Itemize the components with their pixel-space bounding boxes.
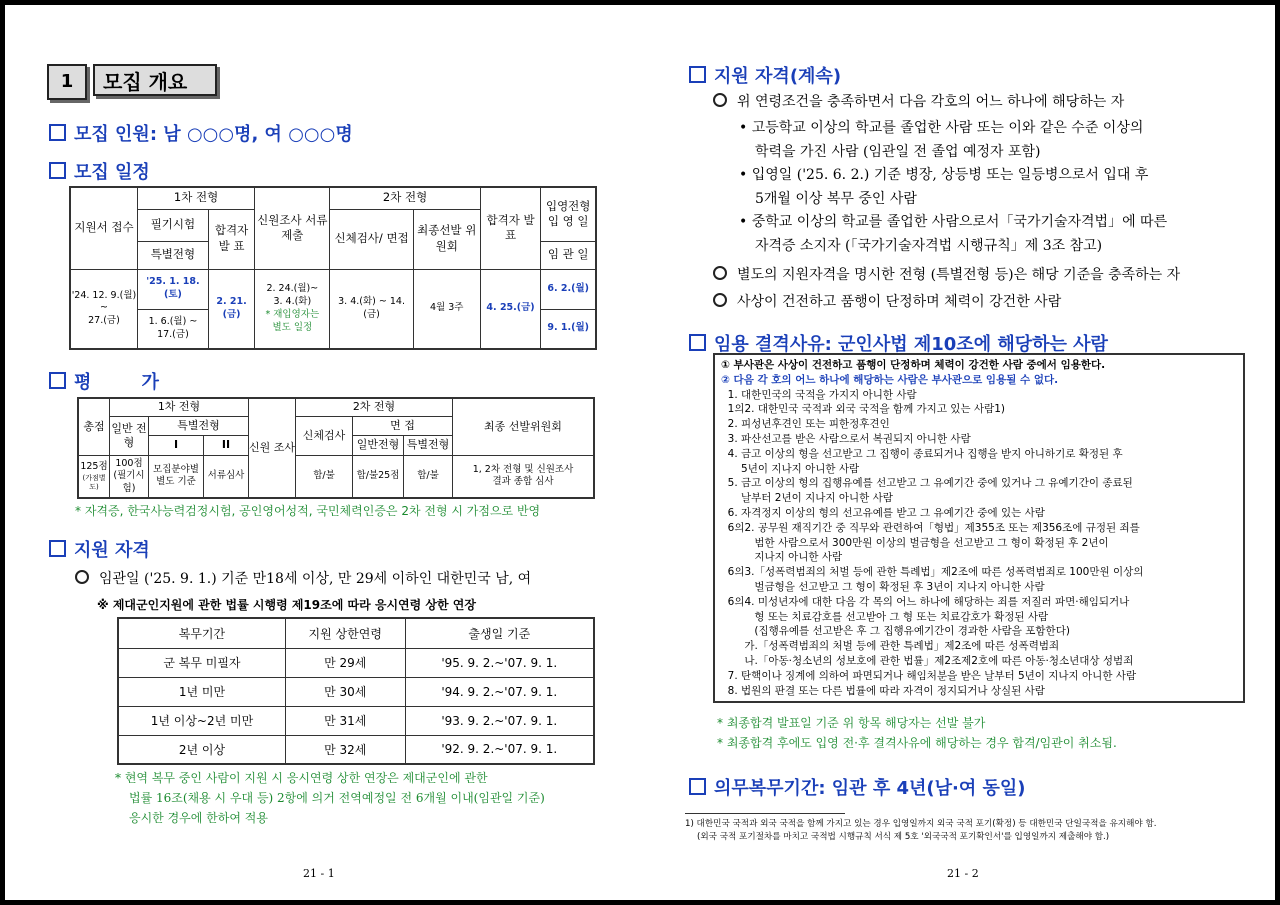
disq-line: 벌금형을 선고받고 그 형이 확정된 후 3년이 지나지 아니한 사람 xyxy=(721,580,1045,593)
subitem-1-line1: • 고등학교 이상의 학교를 졸업한 사람 또는 이와 같은 수준 이상의 xyxy=(739,120,1144,136)
disq-line: 2. 피성년후견인 또는 피한정후견인 xyxy=(721,418,890,431)
docs-date-end: 3. 4.(화) xyxy=(273,295,312,307)
heading-duty xyxy=(689,774,1026,800)
subitem-3-line1: • 중학교 이상의 학교를 졸업한 사람으로서「국가기술자격법」에 따른 xyxy=(739,214,1168,230)
disq-line: 3. 파산선고를 받은 사람으로서 복권되지 아니한 사람 xyxy=(721,432,971,445)
disq-line: 5. 금고 이상의 형의 집행유예를 선고받고 그 유예기간 중에 있거나 그 유예기간이 종료된 xyxy=(721,477,1133,490)
age-table-cell: '94. 9. 2.~'07. 9. 1. xyxy=(405,677,594,706)
td-int-special: 합/불 xyxy=(404,455,453,498)
page-number-right: 21 - 2 xyxy=(947,867,979,880)
heading-recruit xyxy=(49,120,353,146)
right-page xyxy=(645,5,1275,900)
td-final: 4월 3주 xyxy=(413,269,480,349)
th-pass1: 합격자 발 표 xyxy=(208,209,254,269)
apply-date-sep: ~ xyxy=(99,302,108,314)
total-points: 125점 xyxy=(80,461,108,473)
td-entry: 6. 2.(월) xyxy=(541,269,596,309)
square-icon xyxy=(689,66,706,83)
th-eval-stage2: 2차 전형 xyxy=(296,398,453,417)
int-general-points: 25점 xyxy=(378,470,400,482)
apply-date-start: '24. 12. 9.(월) xyxy=(71,289,137,301)
heading-schedule xyxy=(49,158,150,184)
age-table-row xyxy=(118,677,594,706)
age-table-cell: 군 복무 미필자 xyxy=(118,648,285,677)
qual-item-3 xyxy=(713,291,1061,311)
disq-note-1: * 최종합격 발표일 기준 위 항목 해당자는 선발 불가 xyxy=(717,716,986,730)
section-number: 1 xyxy=(47,64,87,100)
age-table-cell: 만 30세 xyxy=(285,677,405,706)
th-eval-physical: 신체검사 xyxy=(296,417,353,456)
td-apply xyxy=(70,269,137,349)
footnote xyxy=(685,818,1270,844)
td-special xyxy=(137,309,208,349)
td-appoint: 9. 1.(월) xyxy=(541,309,596,349)
td-special2: 서류심사 xyxy=(204,455,249,498)
eval-final-line2: 결과 종합 심사 xyxy=(492,476,554,488)
footnote-line1: 1) 대한민국 국적과 외국 국적을 함께 가지고 있는 경우 입영일까지 외국 국적 포기(확정) 등 대한민국 단일국적을 유지해야 함. xyxy=(685,819,1157,829)
general-type: (필기시험) xyxy=(113,470,145,494)
age-table-cell: '95. 9. 2.~'07. 9. 1. xyxy=(405,648,594,677)
left-page xyxy=(5,5,645,900)
total-extra: (가점별도) xyxy=(82,473,106,491)
age-table xyxy=(117,617,595,765)
disq-line: 6의4. 미성년자에 대한 다음 각 목의 어느 하나에 해당하는 죄를 저질러 파면·해임되거나 xyxy=(721,595,1130,608)
th-roman1: I xyxy=(149,436,204,456)
th-eval-stage1: 1차 전형 xyxy=(110,398,249,417)
apply-date-end: 27.(금) xyxy=(88,315,120,327)
disq-line: ① 부사관은 사상이 건전하고 품행이 단정하며 체력이 강건한 사람 중에서 임용한다. xyxy=(721,359,1106,371)
disq-line: 형 또는 치료감호를 선고받아 그 형 또는 치료감호가 확정된 사람 xyxy=(721,610,1049,623)
th-final: 최종선발 위원회 xyxy=(413,209,480,269)
heading-qual xyxy=(49,536,150,562)
age-table-row xyxy=(118,648,594,677)
age-note-line1: * 현역 복무 중인 사람이 지원 시 응시연령 상한 연장은 제대군인에 관한 xyxy=(115,771,488,785)
heading-eval xyxy=(49,368,159,394)
footnote-line2: (외국 국적 포기절차를 마치고 국적법 시행규칙 서식 제 5호 '외국국적 포기확인서'를 입영일까지 제출해야 함.) xyxy=(697,832,1110,842)
disq-line: 6. 자격정지 이상의 형의 선고유예를 받고 그 유예기간 중에 있는 사람 xyxy=(721,506,1045,519)
document-frame xyxy=(5,5,1275,900)
law-note: ※ 제대군인지원에 관한 법률 시행령 제19조에 따라 응시연령 상한 연장 xyxy=(97,598,476,612)
th-apply: 지원서 접수 xyxy=(70,187,137,269)
square-icon xyxy=(49,124,66,141)
td-int-general xyxy=(353,455,404,498)
td-pass2: 4. 25.(금) xyxy=(480,269,541,349)
th-entry: 입영전형 입 영 일 xyxy=(541,187,596,241)
subitem-2-line2: 5개월 이상 복무 중인 사람 xyxy=(755,190,917,207)
qual-item-2 xyxy=(713,264,1180,284)
th-docs: 신원조사 서류제출 xyxy=(255,187,330,269)
section-header xyxy=(47,64,219,100)
qual-item-1 xyxy=(713,91,1124,111)
disq-note-2: * 최종합격 후에도 입영 전·후 결격사유에 해당하는 경우 합격/임관이 취소됨. xyxy=(717,736,1117,750)
td-written: '25. 1. 18.(토) xyxy=(137,269,208,309)
th-stage1: 1차 전형 xyxy=(137,187,254,209)
age-table-row xyxy=(118,735,594,764)
square-icon xyxy=(689,334,706,351)
th-general: 일반 전형 xyxy=(110,417,149,456)
square-icon xyxy=(49,540,66,557)
age-table-cell: 1년 이상~2년 미만 xyxy=(118,706,285,735)
td-eval-physical: 합/불 xyxy=(296,455,353,498)
qual-line xyxy=(75,568,531,588)
disq-line: ② 다음 각 호의 어느 하나에 해당하는 사람은 부사관으로 임용될 수 없다. xyxy=(721,373,1059,386)
eval-table xyxy=(77,397,595,499)
subitem-1-line2: 학력을 가진 사람 (임관일 전 졸업 예정자 포함) xyxy=(755,143,1041,160)
disq-line: 6의2. 공무원 재직기간 중 직무와 관련하여「형법」제355조 또는 제356조에 규정된 죄를 xyxy=(721,521,1140,534)
td-eval-final xyxy=(453,455,595,498)
th-appoint: 임 관 일 xyxy=(541,241,596,269)
age-table-header-cell: 지원 상한연령 xyxy=(285,618,405,648)
section-title: 모집 개요 xyxy=(93,64,217,96)
heading-duty-text: 의무복무기간: 임관 후 4년(남·여 동일) xyxy=(714,778,1026,799)
age-table-header xyxy=(118,618,594,648)
docs-date-start: 2. 24.(월)~ xyxy=(266,283,319,295)
th-pass2: 합격자 발 표 xyxy=(480,187,541,269)
heading-eval-text: 평 가 xyxy=(74,372,159,393)
qual-item-2-text: 별도의 지원자격을 명시한 전형 (특별전형 등)은 해당 기준을 충족하는 자 xyxy=(737,267,1181,283)
circle-bullet-icon xyxy=(713,293,727,307)
qual-subitems xyxy=(739,117,1167,258)
heading-disq-text: 임용 결격사유: 군인사법 제10조에 해당하는 사람 xyxy=(714,334,1108,355)
disqualification-box xyxy=(713,353,1245,703)
square-icon xyxy=(689,778,706,795)
circle-bullet-icon xyxy=(713,266,727,280)
int-general-pass: 합/불 xyxy=(356,470,379,482)
disq-line: 4. 금고 이상의 형을 선고받고 그 집행이 종료되거나 집행을 받지 아니하기로 확정된 후 xyxy=(721,447,1123,460)
age-note-line2: 법률 16조(채용 시 우대 등) 2항에 의거 전역예정일 전 6개월 이내(임관일 기준) xyxy=(129,791,545,805)
heading-qual-cont-text: 지원 자격(계속) xyxy=(714,66,842,87)
disq-line: 1의2. 대한민국 국적과 외국 국적을 함께 가지고 있는 사람1) xyxy=(721,403,1005,416)
th-int-general: 일반전형 xyxy=(353,436,404,456)
disq-line: 나.「아동·청소년의 성보호에 관한 법률」제2조제2호에 따른 아동·청소년대상 성범죄 xyxy=(721,654,1134,667)
special1-line1: 모집분야별 xyxy=(153,464,199,476)
age-table-cell: 만 31세 xyxy=(285,706,405,735)
th-int-special: 특별전형 xyxy=(404,436,453,456)
qual-item-1-text: 위 연령조건을 충족하면서 다음 각호의 어느 하나에 해당하는 자 xyxy=(737,94,1125,110)
disq-line: 날부터 2년이 지나지 아니한 사람 xyxy=(721,492,893,505)
disq-line: 지나지 아니한 사람 xyxy=(721,551,843,564)
th-eval-final: 최종 선발위원회 xyxy=(453,398,595,455)
heading-qual-cont xyxy=(689,62,841,88)
eval-final-line1: 1, 2차 전형 및 신원조사 xyxy=(472,464,574,476)
footnote-divider xyxy=(685,813,845,814)
eval-note: * 자격증, 한국사능력검정시험, 공인영어성적, 국민체력인증은 2차 전형 시 가점으로 반영 xyxy=(75,504,541,518)
circle-bullet-icon xyxy=(713,93,727,107)
td-pass1: 2. 21.(금) xyxy=(208,269,254,349)
age-table-row xyxy=(118,706,594,735)
age-table-header-cell: 복무기간 xyxy=(118,618,285,648)
disq-line: 8. 법원의 판결 또는 다른 법률에 따라 자격이 정지되거나 상실된 사람 xyxy=(721,684,1045,697)
age-table-cell: 만 29세 xyxy=(285,648,405,677)
subitem-2-line1: • 입영일 ('25. 6. 2.) 기준 병장, 상등병 또는 일등병으로서 입대 후 xyxy=(739,167,1149,183)
td-docs xyxy=(255,269,330,349)
heading-recruit-text: 모집 인원: 남 ○○○명, 여 ○○○명 xyxy=(74,124,353,145)
age-note xyxy=(115,768,545,828)
disq-line: 7. 탄핵이나 징계에 의하여 파면되거나 해임처분을 받은 날부터 5년이 지나지 아니한 사람 xyxy=(721,669,1137,682)
general-points: 100점 xyxy=(115,457,143,469)
th-interview: 면 접 xyxy=(353,417,453,436)
disq-line: 5년이 지나지 아니한 사람 xyxy=(721,462,860,475)
td-general xyxy=(110,455,149,498)
age-table-cell: '93. 9. 2.~'07. 9. 1. xyxy=(405,706,594,735)
td-total xyxy=(78,455,110,498)
th-special: 특별전형 xyxy=(137,241,208,269)
disq-line: (집행유예를 선고받은 후 그 집행유예기간이 경과한 사람을 포함한다) xyxy=(721,625,1070,638)
page-number-left: 21 - 1 xyxy=(303,867,335,880)
square-icon xyxy=(49,372,66,389)
th-roman2: II xyxy=(204,436,249,456)
qual-line-text: 임관일 ('25. 9. 1.) 기준 만18세 이상, 만 29세 이하인 대한민국 남, 여 xyxy=(99,571,532,587)
age-table-cell: '92. 9. 2.~'07. 9. 1. xyxy=(405,735,594,764)
th-identity: 신원 조사 xyxy=(249,398,296,498)
schedule-table xyxy=(69,186,597,350)
docs-note1: * 재입영자는 xyxy=(265,308,320,320)
th-total: 총점 xyxy=(78,398,110,455)
age-table-header-cell: 출생일 기준 xyxy=(405,618,594,648)
special-date-end: 17.(금) xyxy=(157,328,189,340)
subitem-3-line2: 자격증 소지자 (「국가기술자격법 시행규칙」제 3조 참고) xyxy=(755,237,1103,254)
heading-qual-text: 지원 자격 xyxy=(74,540,150,561)
th-physical: 신체검사/ 면접 xyxy=(330,209,413,269)
disq-line: 6의3.「성폭력범죄의 처벌 등에 관한 특례법」제2조에 따른 성폭력범죄로 100만원 이상의 xyxy=(721,566,1144,579)
th-written: 필기시험 xyxy=(137,209,208,241)
td-physical: 3. 4.(화) ~ 14.(금) xyxy=(330,269,413,349)
qual-item-3-text: 사상이 건전하고 품행이 단정하며 체력이 강건한 사람 xyxy=(737,294,1062,310)
disq-line: 가.「성폭력범죄의 처벌 등에 관한 특례법」제2조에 따른 성폭력범죄 xyxy=(721,640,1060,653)
th-stage2: 2차 전형 xyxy=(330,187,480,209)
th-eval-special: 특별전형 xyxy=(149,417,249,436)
age-table-cell: 1년 미만 xyxy=(118,677,285,706)
heading-schedule-text: 모집 일정 xyxy=(74,162,150,183)
td-special1 xyxy=(149,455,204,498)
disq-line: 1. 대한민국의 국적을 가지지 아니한 사람 xyxy=(721,388,917,401)
docs-note2: 별도 일정 xyxy=(272,321,313,333)
age-table-cell: 2년 이상 xyxy=(118,735,285,764)
square-icon xyxy=(49,162,66,179)
special1-line2: 별도 기준 xyxy=(156,476,196,488)
disq-line: 범한 사람으로서 300만원 이상의 벌금형을 선고받고 그 형이 확정된 후 2년이 xyxy=(721,536,1109,549)
age-note-line3: 응시한 경우에 한하여 적용 xyxy=(129,811,268,825)
special-date-start: 1. 6.(월) ~ xyxy=(148,315,198,327)
age-table-cell: 만 32세 xyxy=(285,735,405,764)
circle-bullet-icon xyxy=(75,570,89,584)
